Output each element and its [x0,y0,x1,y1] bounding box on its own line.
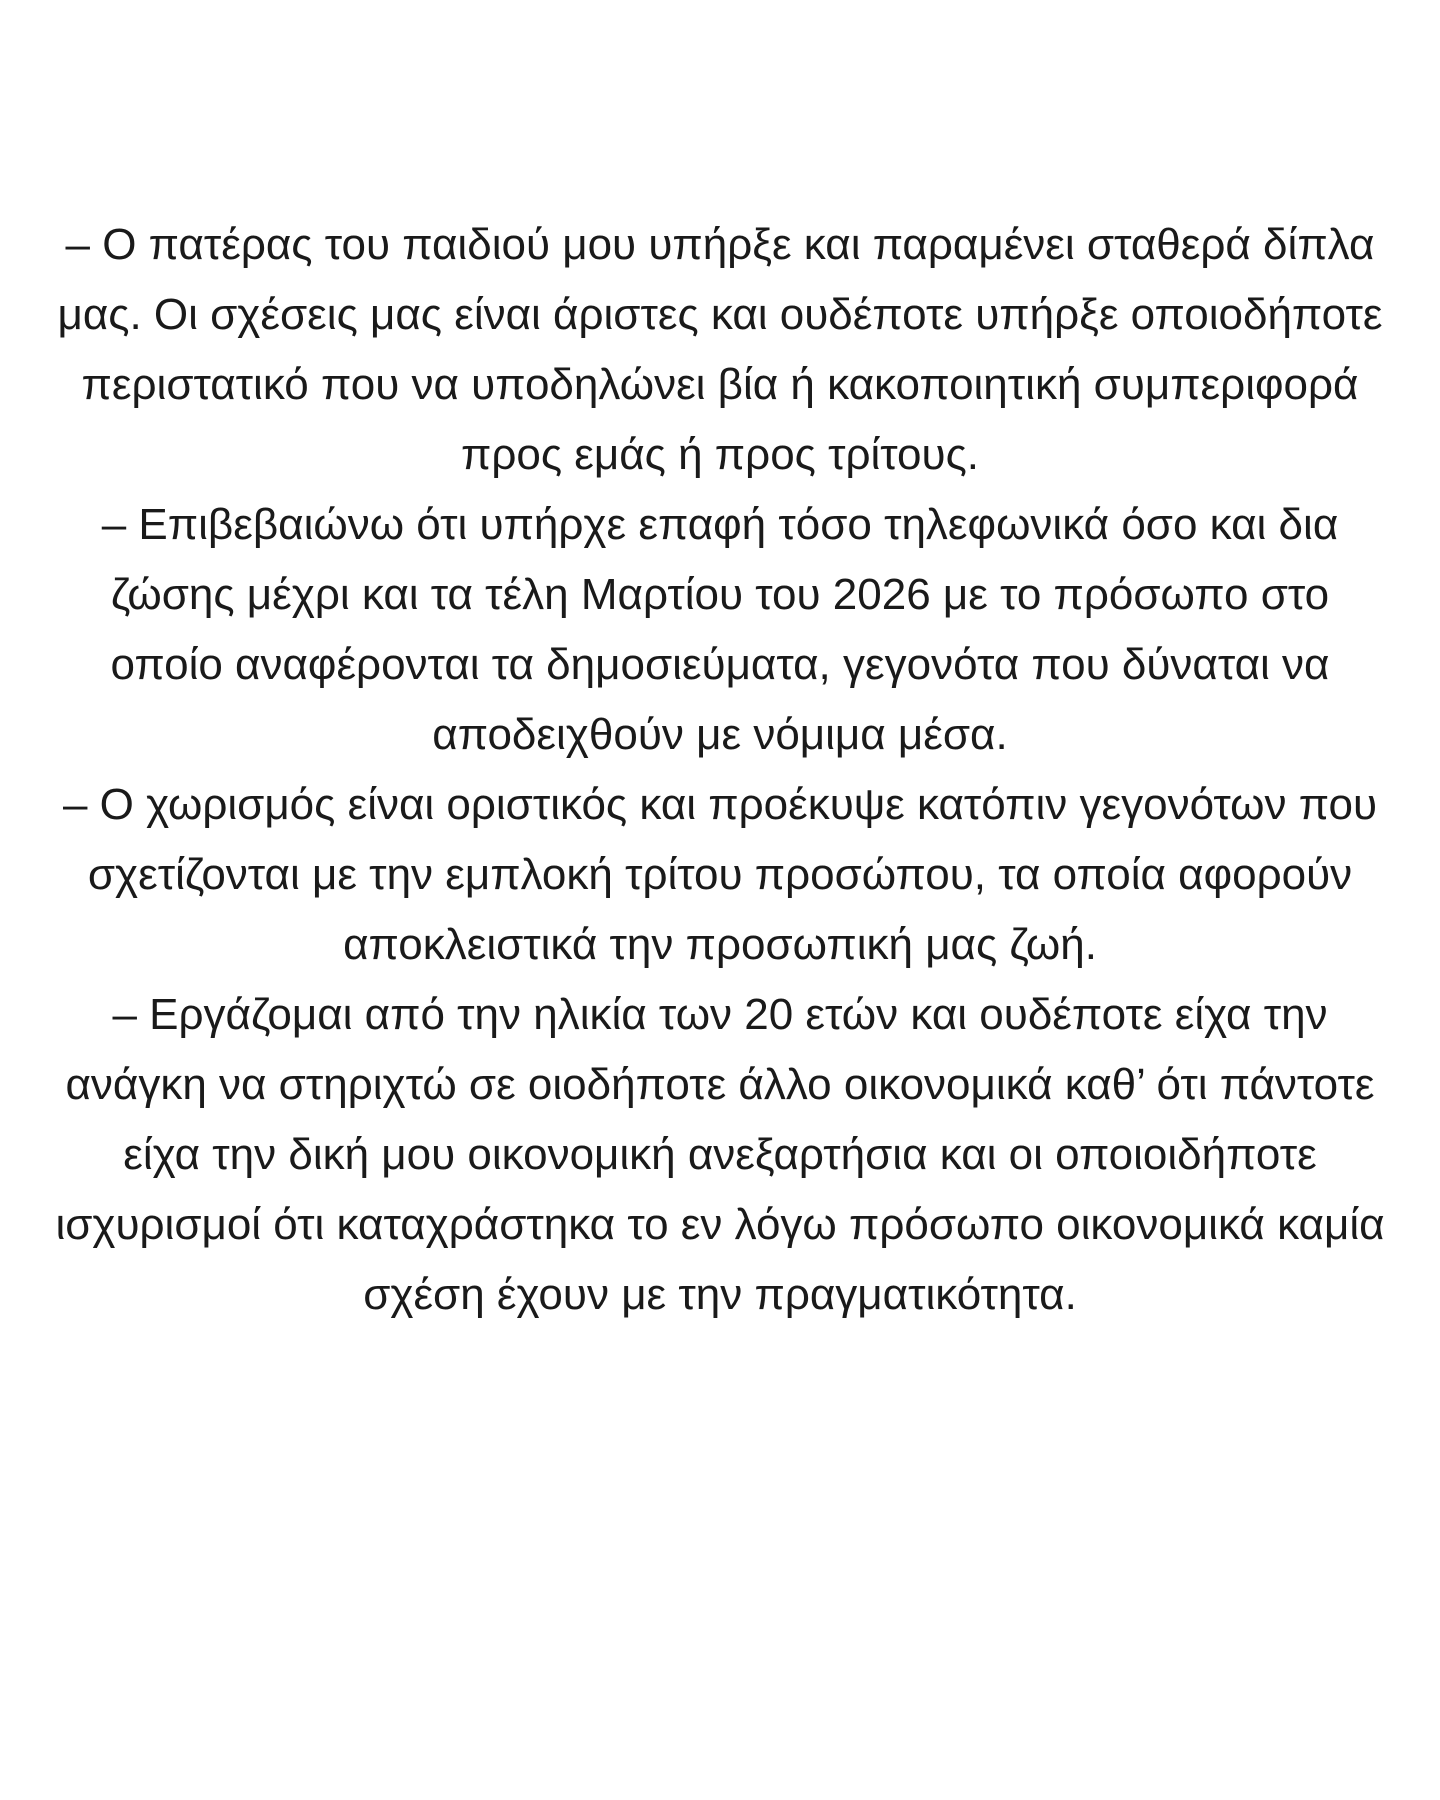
statement-text [50,210,1390,1330]
statement-paragraph-4: – Εργάζομαι από την ηλικία των 20 ετών και ουδέποτε είχα την ανάγκη να στηριχτώ σε οιοδήποτε άλλο οικονομικά καθ’ ότι πάντοτε είχα την δική μου οικονομική ανεξαρτήσια και οι οποιοιδήποτε ισχυρισμοί ότι καταχράστηκα το εν λόγω πρόσωπο οικονομικά καμία σχέση έχουν με την πραγματικότητα. [55,990,1385,1319]
statement-paragraph-3: – Ο χωρισμός είναι οριστικός και προέκυψε κατόπιν γεγονότων που σχετίζονται με την εμπλοκή τρίτου προσώπου, τα οποία αφορούν αποκλειστικά την προσωπική μας ζωή. [62,780,1378,969]
statement-paragraph-2: – Επιβεβαιώνω ότι υπήρχε επαφή τόσο τηλεφωνικά όσο και δια ζώσης μέχρι και τα τέλη Μαρτίου του 2026 με το πρόσωπο στο οποίο αναφέρονται τα δημοσιεύματα, γεγονότα που δύναται να αποδειχθούν με νόμιμα μέσα. [101,500,1339,759]
statement-paragraph-1: – Ο πατέρας του παιδιού μου υπήρξε και παραμένει σταθερά δίπλα μας. Οι σχέσεις μας είναι άριστες και ουδέποτε υπήρξε οποιοδήποτε περιστατικό που να υποδηλώνει βία ή κακοποιητική συμπεριφορά προς εμάς ή προς τρίτους. [57,220,1383,479]
